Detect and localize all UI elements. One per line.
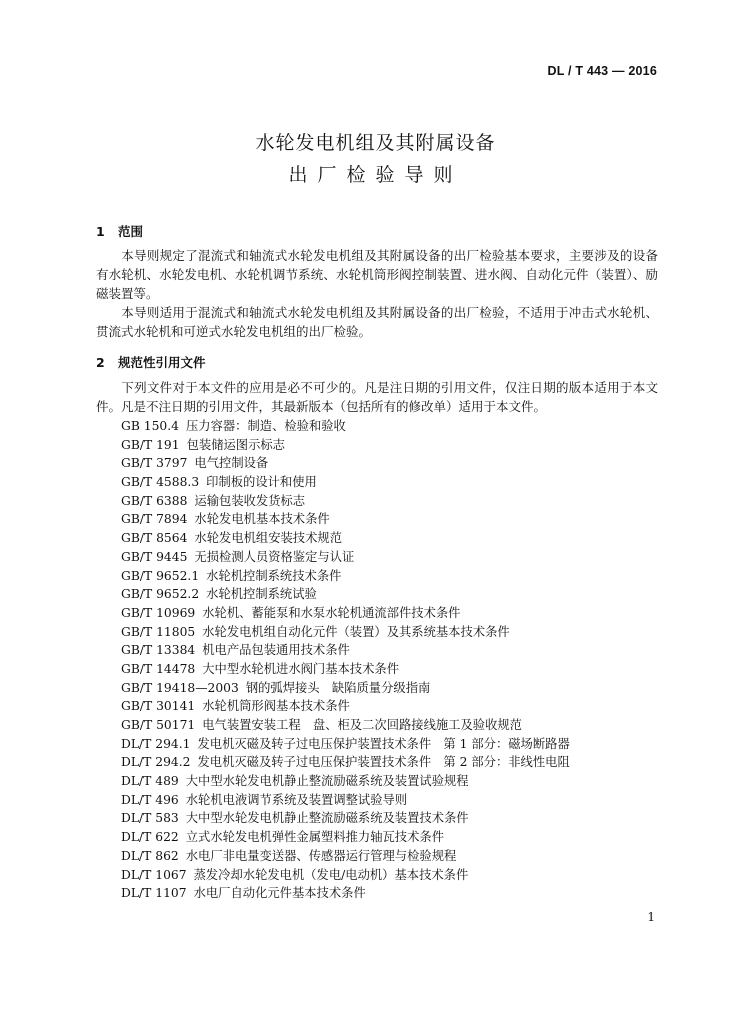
reference-item — [121, 753, 570, 772]
reference-title: 压力容器：制造、检验和验收 — [185, 419, 346, 433]
reference-title: 发电机灭磁及转子过电压保护装置技术条件 第 1 部分：磁场断路器 — [197, 736, 570, 751]
paragraph — [96, 303, 658, 341]
reference-code: GB/T 8564 — [121, 531, 188, 546]
reference-title: 立式水轮发电机弹性金属塑料推力轴瓦技术条件 — [185, 830, 444, 845]
reference-item — [121, 567, 570, 586]
reference-code: DL/T 1107 — [121, 886, 187, 901]
reference-item — [121, 866, 570, 885]
reference-code: GB/T 9445 — [121, 549, 188, 564]
standard-code: DL / T 443 — 2016 — [547, 64, 657, 78]
reference-item — [121, 454, 570, 473]
reference-code: GB/T 191 — [121, 437, 180, 452]
reference-code: DL/T 622 — [121, 830, 179, 845]
reference-code: DL/T 862 — [121, 848, 179, 863]
reference-code: GB/T 13384 — [121, 643, 196, 658]
reference-code: GB/T 9652.2 — [121, 587, 200, 602]
reference-title: 电气控制设备 — [194, 456, 269, 471]
reference-title: 钢的弧焊接头 缺陷质量分级指南 — [245, 680, 431, 695]
reference-code: DL/T 294.1 — [121, 736, 191, 751]
reference-code: DL/T 489 — [121, 774, 179, 789]
reference-code: GB/T 7894 — [121, 512, 188, 527]
reference-code: DL/T 583 — [121, 811, 179, 826]
reference-code: GB/T 4588.3 — [121, 475, 200, 490]
reference-title: 印制板的设计和使用 — [206, 475, 317, 490]
paragraph-text: 本导则规定了混流式和轴流式水轮发电机组及其附属设备的出厂检验基本要求，主要涉及的设备有水轮机、水轮发电机、水轮机调节系统、水轮机筒形阀控制装置、进水阀、自动化元件（装置）、励磁装置等。 — [96, 248, 658, 301]
reference-title: 水电厂非电量变送器、传感器运行管理与检验规程 — [185, 848, 457, 863]
section-number: 1 — [96, 224, 105, 239]
reference-item — [121, 436, 570, 455]
reference-title: 水轮发电机基本技术条件 — [194, 512, 330, 527]
reference-title: 水轮机、蓄能泵和水泵水轮机通流部件技术条件 — [202, 605, 461, 620]
reference-title: 无损检测人员资格鉴定与认证 — [194, 549, 355, 564]
reference-title: 电气装置安装工程 盘、柜及二次回路接线施工及验收规范 — [202, 718, 522, 732]
section-1-heading — [96, 222, 143, 240]
reference-item — [121, 791, 570, 810]
reference-code: GB/T 3797 — [121, 456, 188, 471]
reference-title: 发电机灭磁及转子过电压保护装置技术条件 第 2 部分：非线性电阻 — [197, 755, 570, 770]
reference-title: 水轮机控制系统试验 — [206, 587, 317, 602]
paragraph-text: 下列文件对于本文件的应用是必不可少的。凡是注日期的引用文件，仅注日期的版本适用于本文件。凡是不注日期的引用文件，其最新版本（包括所有的修改单）适用于本文件。 — [96, 380, 658, 414]
reference-code: GB 150.4 — [121, 419, 179, 433]
document-title: 水轮发电机组及其附属设备 — [255, 132, 496, 154]
reference-title: 大中型水轮机进水阀门基本技术条件 — [202, 661, 399, 676]
reference-item — [121, 585, 570, 604]
reference-item — [121, 697, 570, 716]
reference-item — [121, 735, 570, 754]
reference-code: GB/T 19418—2003 — [121, 680, 239, 695]
reference-item — [121, 809, 570, 828]
reference-title: 水电厂自动化元件基本技术条件 — [193, 886, 366, 901]
reference-title: 水轮机筒形阀基本技术条件 — [202, 699, 350, 714]
paragraph — [96, 246, 658, 303]
reference-item — [121, 623, 570, 642]
reference-item — [121, 510, 570, 529]
section-title: 规范性引用文件 — [118, 355, 206, 370]
reference-item — [121, 641, 570, 660]
section-2-heading — [96, 353, 206, 371]
reference-item — [121, 716, 570, 735]
reference-title: 蒸发冷却水轮发电机（发电/电动机）基本技术条件 — [193, 867, 469, 882]
reference-title: 水轮发电机组安装技术规范 — [194, 531, 342, 546]
reference-code: GB/T 50171 — [121, 718, 196, 732]
reference-title: 大中型水轮发电机静止整流励磁系统及装置技术条件 — [185, 811, 469, 826]
reference-title: 运输包装收发货标志 — [194, 493, 306, 508]
reference-code: DL/T 1067 — [121, 867, 187, 882]
reference-item — [121, 492, 570, 511]
reference-code: GB/T 10969 — [121, 605, 196, 620]
section-title: 范围 — [118, 224, 144, 239]
reference-code: GB/T 14478 — [121, 661, 196, 676]
page-number: 1 — [647, 910, 655, 924]
reference-title: 水轮发电机组自动化元件（装置）及其系统基本技术条件 — [202, 624, 510, 639]
reference-title: 大中型水轮发电机静止整流励磁系统及装置试验规程 — [185, 774, 469, 789]
reference-item — [121, 847, 570, 866]
reference-code: GB/T 11805 — [121, 624, 196, 639]
reference-item — [121, 772, 570, 791]
reference-item — [121, 884, 570, 903]
paragraph — [96, 378, 658, 416]
document-subtitle: 出厂检验导则 — [288, 164, 463, 186]
reference-title: 水轮机控制系统技术条件 — [206, 568, 342, 583]
reference-item — [121, 473, 570, 492]
normative-reference-list — [121, 417, 570, 903]
paragraph-text: 本导则适用于混流式和轴流式水轮发电机组及其附属设备的出厂检验，不适用于冲击式水轮机、贯流式水轮机和可逆式水轮发电机组的出厂检验。 — [96, 305, 658, 339]
reference-item — [121, 828, 570, 847]
reference-item — [121, 417, 570, 436]
reference-item — [121, 548, 570, 567]
reference-title: 包装储运图示标志 — [186, 437, 285, 452]
reference-item — [121, 660, 570, 679]
reference-code: GB/T 6388 — [121, 493, 188, 508]
reference-item — [121, 604, 570, 623]
reference-code: GB/T 30141 — [121, 699, 196, 714]
reference-title: 机电产品包装通用技术条件 — [202, 643, 350, 658]
reference-code: DL/T 496 — [121, 792, 179, 807]
section-number: 2 — [96, 355, 105, 370]
reference-item — [121, 529, 570, 548]
reference-code: DL/T 294.2 — [121, 755, 191, 770]
reference-title: 水轮机电液调节系统及装置调整试验导则 — [185, 792, 408, 807]
reference-code: GB/T 9652.1 — [121, 568, 200, 583]
reference-item — [121, 679, 570, 698]
